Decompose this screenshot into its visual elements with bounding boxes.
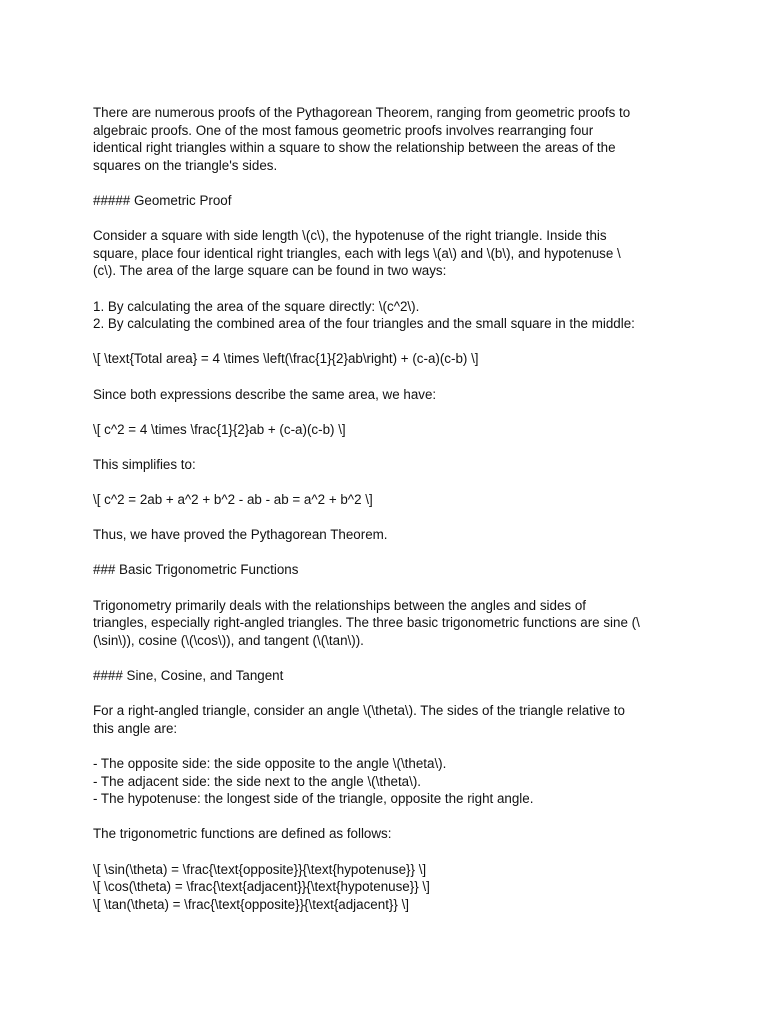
heading-text: ### Basic Trigonometric Functions [93,562,299,578]
text-line: identical right triangles within a square to show the relationship between the areas of the [93,140,616,156]
paragraph-gap [93,333,693,351]
paragraph-gap [93,737,693,755]
equation-text: \[ c^2 = 4 \times \frac{1}{2}ab + (c-a)(c-b) \] [93,421,346,437]
text-line: Consider a square with side length \(c\), the hypotenuse of the right triangle. Inside this [93,228,607,244]
paragraph-gap [93,210,693,228]
text-line: This simplifies to: [93,456,196,472]
heading-text: #### Sine, Cosine, and Tangent [93,668,284,683]
heading-text: ##### Geometric Proof [93,192,232,208]
ways-list [93,298,693,333]
trig-intro-paragraph [93,597,693,650]
text-line: triangles, especially right-angled triangles. The three basic trigonometric functions are sine (\ [93,615,640,631]
paragraph-gap [93,544,693,562]
equation-text: \[ c^2 = 2ab + a^2 + b^2 - ab - ab = a^2 + b^2 \] [93,492,373,508]
text-line: Thus, we have proved the Pythagorean Theorem. [93,527,388,543]
text-line: square, place four identical right triangles, each with legs \(a\) and \(b\), and hypotenuse \ [93,245,621,261]
heading-geometric-proof [93,192,693,210]
intro-paragraph [93,104,693,174]
right-angled-paragraph [93,702,693,737]
list-item: 2. By calculating the combined area of the four triangles and the small square in the middle: [93,316,635,332]
equation-total-area [93,350,693,368]
equation-text: \[ \text{Total area} = 4 \times \left(\frac{1}{2}ab\right) + (c-a)(c-b) \] [93,351,479,367]
consider-paragraph [93,227,693,280]
defined-paragraph [93,825,693,843]
text-line: Since both expressions describe the same area, we have: [93,386,437,402]
paragraph-gap [93,843,693,861]
text-line: this angle are: [93,720,178,736]
paragraph-gap [93,685,693,703]
definitions-equations [93,861,693,914]
text-line: (\sin\)), cosine (\(\cos\)), and tangent (\(\tan\)). [93,632,364,648]
text-line: The trigonometric functions are defined as follows: [93,826,392,842]
equation-c-squared [93,421,693,439]
heading-sine-cosine-tangent [93,667,693,685]
paragraph-gap [93,473,693,491]
equation-text: \[ \tan(\theta) = \frac{\text{opposite}}{\text{adjacent}} \] [93,896,410,912]
paragraph-gap [93,649,693,667]
equation-text: \[ \cos(\theta) = \frac{\text{adjacent}}{\text{hypotenuse}} \] [93,879,430,895]
list-item: - The opposite side: the side opposite to the angle \(\theta\). [93,755,447,771]
paragraph-gap [93,368,693,386]
thus-paragraph [93,526,693,544]
text-line: squares on the triangle's sides. [93,157,278,173]
sides-list [93,755,693,808]
list-item: - The adjacent side: the side next to the angle \(\theta\). [93,773,422,789]
paragraph-gap [93,174,693,192]
simplifies-paragraph [93,456,693,474]
equation-text: \[ \sin(\theta) = \frac{\text{opposite}}{\text{hypotenuse}} \] [93,861,427,877]
paragraph-gap [93,509,693,527]
paragraph-gap [93,280,693,298]
since-both-paragraph [93,386,693,404]
paragraph-gap [93,808,693,826]
text-line: Trigonometry primarily deals with the relationships between the angles and sides of [93,597,586,613]
document-page [93,104,693,913]
paragraph-gap [93,579,693,597]
equation-simplified [93,491,693,509]
text-line: (c\). The area of the large square can be found in two ways: [93,263,447,279]
list-item: 1. By calculating the area of the square directly: \(c^2\). [93,298,420,314]
heading-basic-trig [93,561,693,579]
text-line: There are numerous proofs of the Pythagorean Theorem, ranging from geometric proofs to [93,105,631,120]
text-line: algebraic proofs. One of the most famous geometric proofs involves rearranging four [93,122,594,138]
text-line: For a right-angled triangle, consider an angle \(\theta\). The sides of the triangle relative to [93,703,625,719]
paragraph-gap [93,403,693,421]
list-item: - The hypotenuse: the longest side of the triangle, opposite the right angle. [93,791,534,807]
paragraph-gap [93,438,693,456]
